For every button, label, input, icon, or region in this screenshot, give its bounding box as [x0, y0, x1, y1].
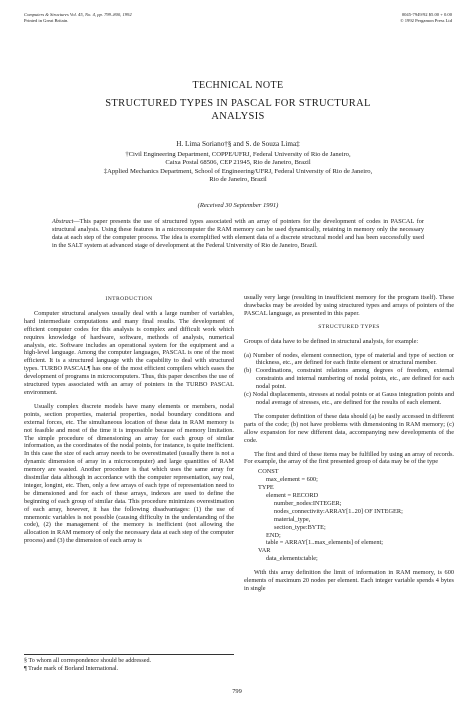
abstract	[52, 218, 424, 250]
list-item: (b) Coordinations, constraint relations among degrees of freedom, external constraints and internal numbering of nodal points, etc., are defined for each nodal point.	[244, 367, 454, 391]
code-line: nodes_connectivity:ARRAY[1..20] OF INTEGER;	[274, 507, 403, 515]
code-line: table = ARRAY[1..max_elements] of element;	[266, 539, 383, 547]
body-paragraph: Usually complex discrete models have many elements or members, nodal points, section properties, material properties, nodal boundary conditions and external forces, etc. The simultaneous location of these data in RAM memory is not feasible and most of the time it is impossible because of memory limitation. The simple procedure of dimensioning an array for each group of similar information, as the coordinates of the nodal points, for instance, is quite inefficient. In this case the size of each array needs to be overestimated (usually there is not a dynamic dimension of array in a microcomputer) and large quantities of RAM memory are wasted. Another procedure is that which uses the same array for dissimilar data although in accordance with the computer representation, say real, integer, longint, etc. Then, only a few arrays of each type of representation need to be dimensioned and for each of these arrays, indexes are used to define the beginning of each group of similar data. This procedure minimizes overestimation of each array, however, it has the following disadvantages: (1) the use of mnemonic variables is not possible (causing difficulty in the understanding of the code), (2) the management of the memory is inefficient (not allowing the allocation in RAM memory of only the necessary data at each step of the computer process) and (3) the dimension of each array is	[24, 402, 234, 545]
code-line: element = RECORD	[266, 492, 319, 500]
footnote: ¶ Trade mark of Borland International.	[24, 665, 119, 672]
example-list	[244, 352, 454, 407]
abstract-text: —This paper presents the use of structured types associated with an array of pointers for the development of codes in PASCAL for structural analysis. Using these features in a microcomputer the RAM memory can be used dynamically, retaining in memory only the necessary data at each step of the computer process. The idea is exemplified with element data of a discrete structural model and has been successfully used in the SALT system at advanced stage of development at the Federal University of Rio de Janeiro, Brazil.	[52, 218, 424, 249]
list-item: (a) Number of nodes, element connection, type of material and type of section or thickness, etc., are defined for each finite element or structural member.	[244, 351, 454, 367]
journal-header-left	[24, 12, 132, 24]
copyright-line: © 1992 Pergamon Press Ltd	[400, 18, 452, 23]
body-paragraph: Groups of data have to be defined in structural analysis, for example:	[244, 337, 419, 345]
affiliations	[24, 151, 452, 185]
section-heading-introduction: INTRODUCTION	[105, 296, 153, 302]
code-line: VAR	[258, 547, 271, 555]
code-line: section_type:BYTE;	[274, 523, 326, 531]
left-column	[24, 294, 234, 551]
footnotes	[24, 654, 234, 673]
journal-header-right	[400, 12, 452, 24]
affiliation-line: ‡Applied Mechanics Department, School of Engineering/UFRJ, Federal University of Rio de Janeiro,	[103, 167, 373, 175]
code-line: material_type,	[274, 515, 311, 523]
body-paragraph: The computer definition of these data should (a) be easily accessed in different parts of the code; (b) not have problems with dimensioning in RAM memory; (c) allow expansion for new different data, accompanying new developments of the code.	[244, 412, 454, 444]
footnote: § To whom all correspondence should be addressed.	[24, 658, 152, 664]
list-item: (c) Nodal displacements, stresses at nodal points or at Gauss integration points and nodal average of stresses, etc., are defined for the results of each element.	[244, 391, 454, 406]
code-line: max_element = 600;	[266, 476, 318, 484]
journal-citation: Computers & Structures Vol. 45, No. 4, pp. 799–800, 1992	[24, 12, 132, 17]
page-number: 799	[232, 688, 242, 695]
body-paragraph: The first and third of these items may be fulfilled by using an array of records. For example, the array of the first presented group of data may be of the type	[244, 450, 454, 466]
abstract-label: Abstract	[52, 218, 74, 225]
pascal-code-listing	[258, 468, 454, 563]
issn-code: 0045-7949/92 $5.00 + 0.00	[401, 12, 452, 17]
title-line-2: ANALYSIS	[211, 111, 265, 122]
authors: H. Lima Soriano†§ and S. de Souza Lima‡	[176, 140, 300, 148]
body-paragraph: With this array definition the limit of information in RAM memory, is 600 elements of maximum 20 nodes per element. Each integer variable spends 4 bytes in single	[244, 569, 454, 592]
paper-title	[24, 97, 452, 123]
code-line: CONST	[258, 468, 279, 476]
title-line-1: STRUCTURED TYPES IN PASCAL FOR STRUCTURAL	[105, 98, 371, 109]
code-line: data_elements:table;	[266, 555, 318, 563]
affiliation-line: †Civil Engineering Department, COPPE/UFRJ, Federal University of Rio de Janeiro,	[125, 151, 351, 158]
affiliation-line: Rio de Janeiro, Brazil	[209, 176, 267, 184]
code-line: number_nodes:INTEGER;	[274, 499, 342, 507]
received-date: (Received 30 September 1991)	[197, 202, 279, 209]
body-paragraph: Computer structural analyses usually deal with a large number of variables, hard intermediate computations and many final results. The development of efficient computer codes for this analysis is complex and difficult work which requires knowledge of hardware, software, methods of analysis, numerical analysis, etc. Software includes an operational system for the equipment and a high-level language. Among the computer languages, PASCAL is one of the most efficient. It is a structured language with the capability to deal with structured types. TURBO PASCAL¶ has one of the most efficient compilers which eases the development of programs in microcomputers. Thus, this paper describes the use of structured types associated with an array of pointers in the TURBO PASCAL environment.	[24, 309, 234, 396]
code-line: END;	[266, 531, 281, 539]
right-column	[244, 294, 454, 599]
affiliation-line: Caixa Postal 68506, CEP 21945, Rio de Janeiro, Brazil	[165, 159, 311, 167]
code-line: TYPE	[258, 484, 274, 492]
printed-location: Printed in Great Britain.	[24, 18, 69, 23]
body-paragraph: usually very large (resulting in insufficient memory for the program itself). These drawbacks may be avoided by using structured types and arrays of pointers of the PASCAL language, as presented in this paper.	[244, 294, 454, 317]
technical-note-label: TECHNICAL NOTE	[192, 80, 284, 91]
section-heading-structured-types: STRUCTURED TYPES	[318, 323, 380, 330]
